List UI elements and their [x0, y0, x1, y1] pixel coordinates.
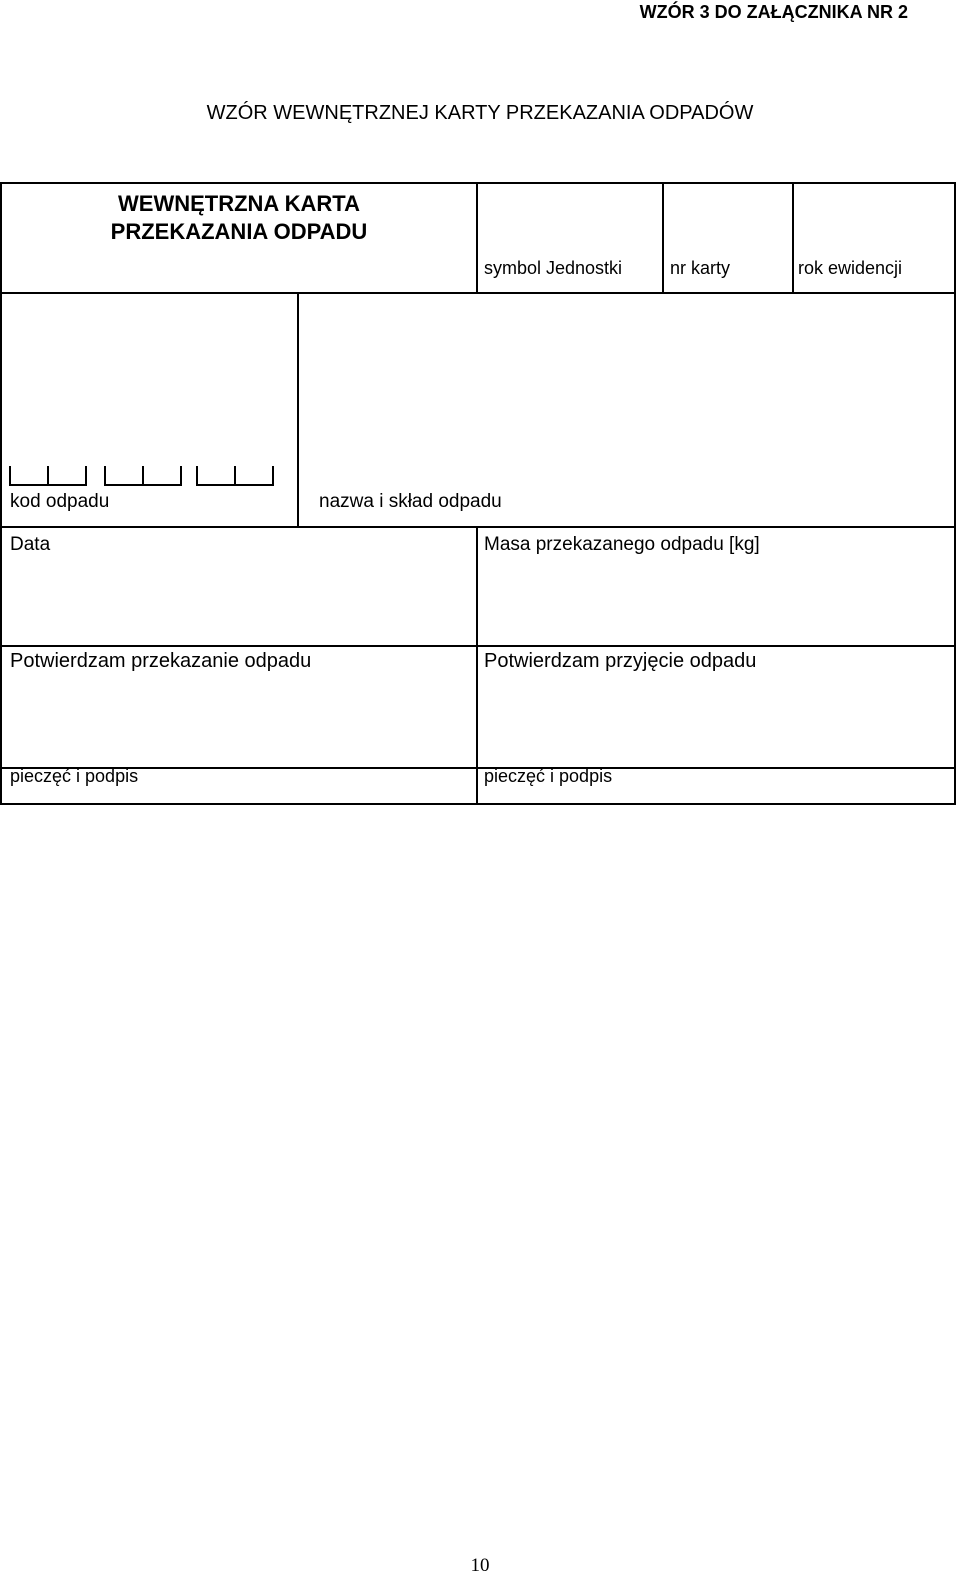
- col-divider-number: [792, 184, 794, 292]
- waste-code-group-3[interactable]: [196, 466, 274, 486]
- card-title-line2: PRZEKAZANIA ODPADU: [110, 219, 368, 244]
- card-title: [2, 190, 476, 246]
- col-divider-code: [297, 292, 299, 526]
- col-divider-unit: [662, 184, 664, 292]
- stamp-signature-right: pieczęć i podpis: [484, 766, 613, 786]
- card-title-line1: WEWNĘTRZNA KARTA: [118, 191, 360, 216]
- row-divider-date: [2, 645, 954, 647]
- waste-code-group-2[interactable]: [104, 466, 182, 486]
- card-number-label: nr karty: [670, 258, 731, 278]
- mass-label: Masa przekazanego odpadu [kg]: [484, 534, 760, 555]
- appendix-label: WZÓR 3 DO ZAŁĄCZNIKA NR 2: [639, 2, 908, 22]
- waste-code-label: kod odpadu: [10, 491, 110, 512]
- stamp-signature-left: pieczęć i podpis: [10, 766, 139, 786]
- row-divider-header: [2, 292, 954, 294]
- waste-name-label: nazwa i skład odpadu: [319, 491, 502, 512]
- col-divider-title: [476, 184, 478, 292]
- confirm-handover-label: Potwierdzam przekazanie odpadu: [10, 650, 312, 672]
- waste-code-group-1[interactable]: [9, 466, 87, 486]
- document-title: WZÓR WEWNĘTRZNEJ KARTY PRZEKAZANIA ODPADÓW: [206, 102, 754, 124]
- unit-symbol-label: symbol Jednostki: [484, 258, 623, 278]
- waste-transfer-card-form: [0, 182, 956, 805]
- page-number: 10: [470, 1555, 490, 1576]
- date-label: Data: [10, 534, 51, 555]
- row-divider-code: [2, 526, 954, 528]
- confirm-receipt-label: Potwierdzam przyjęcie odpadu: [484, 650, 757, 672]
- row-divider-confirm: [2, 767, 954, 769]
- col-divider-lower: [476, 526, 478, 803]
- record-year-label: rok ewidencji: [798, 258, 903, 278]
